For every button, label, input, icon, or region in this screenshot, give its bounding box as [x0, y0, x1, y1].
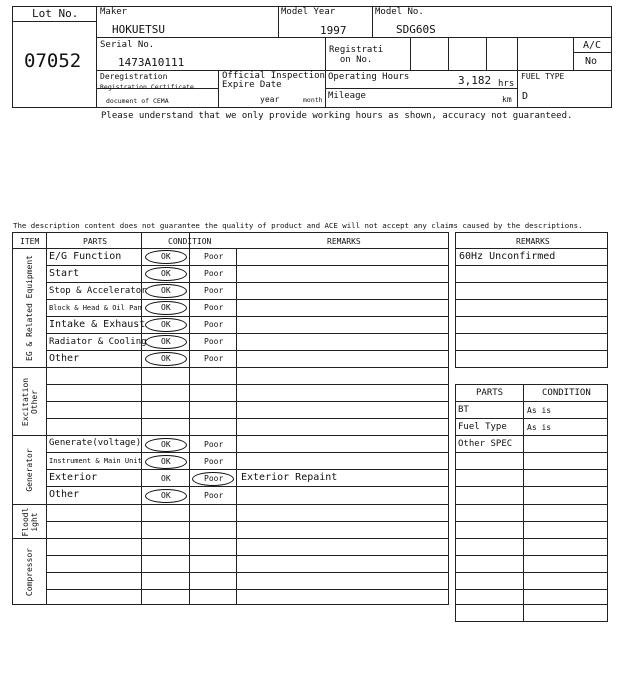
- section-excitation-label: Excitation Other: [20, 377, 39, 426]
- ok-label: OK: [161, 354, 171, 363]
- remark-exterior: Exterior Repaint: [241, 472, 338, 483]
- ok-label: OK: [161, 491, 171, 500]
- part-exterior: Exterior: [49, 472, 98, 483]
- section-generator: [13, 436, 46, 504]
- section-floodlight-label: Floodl ight: [20, 507, 39, 536]
- remarks-header: REMARKS: [327, 237, 361, 246]
- model-year-value: 1997: [320, 24, 347, 37]
- right-part-fuel: Fuel Type: [458, 422, 507, 432]
- operating-hours-value: 3,182: [458, 74, 492, 87]
- part-other-eg: Other: [49, 353, 80, 364]
- part-stop-accelerator: Stop & Accelerator: [49, 286, 147, 296]
- deregistration-label: Deregistration: [100, 72, 168, 81]
- ac-label: A/C: [583, 40, 602, 51]
- mileage-label: Mileage: [328, 91, 366, 101]
- poor-label: Poor: [204, 269, 224, 278]
- section-eg: [13, 249, 46, 367]
- poor-label: Poor: [204, 337, 224, 346]
- lot-label: Lot No.: [32, 7, 79, 20]
- ok-label: OK: [161, 303, 171, 312]
- section-floodlight: [13, 505, 46, 538]
- part-instrument-main: Instrument & Main Unit: [49, 457, 142, 465]
- serial-label: Serial No.: [100, 40, 155, 50]
- poor-label: Poor: [204, 320, 224, 329]
- ok-label: OK: [161, 269, 171, 278]
- ok-label: OK: [161, 286, 171, 295]
- model-no-label: Model No.: [375, 7, 424, 17]
- part-generate-voltage: Generate(voltage): [49, 438, 142, 448]
- ok-label: OK: [161, 474, 171, 483]
- part-eg-function: E/G Function: [49, 251, 122, 262]
- poor-label: Poor: [204, 303, 224, 312]
- model-no-value: SDG60S: [396, 23, 436, 36]
- right-condition-header: CONDITION: [542, 388, 591, 398]
- fuel-type-label: FUEL TYPE: [521, 72, 565, 81]
- right-condition-fuel: As is: [527, 423, 552, 432]
- year-label: year: [260, 95, 280, 104]
- maker-label: Maker: [100, 7, 128, 17]
- lot-number: 07052: [24, 50, 82, 72]
- condition-header: CONDITION: [168, 237, 212, 246]
- poor-label: Poor: [204, 491, 224, 500]
- section-compressor: [13, 539, 46, 604]
- serial-value: 1473A10111: [118, 56, 185, 69]
- section-compressor-label: Compressor: [24, 547, 34, 596]
- hrs-label: hrs: [498, 79, 515, 89]
- ok-label: OK: [161, 337, 171, 346]
- ok-label: OK: [161, 440, 171, 449]
- km-label: km: [502, 95, 512, 104]
- poor-label: Poor: [204, 440, 224, 449]
- right-parts-header: PARTS: [476, 388, 504, 398]
- ok-label: OK: [161, 252, 171, 261]
- right-part-other-spec: Other SPEC: [458, 439, 513, 449]
- ok-label: OK: [161, 320, 171, 329]
- registration-cert-label: Registration Certificate: [100, 83, 194, 91]
- disclaimer-text: The description content does not guarantee the quality of product and ACE will not accept any claims caused by the descriptions.: [13, 221, 583, 230]
- poor-label: Poor: [204, 457, 224, 466]
- section-eg-label: EG & Related Equipment: [24, 255, 34, 361]
- parts-header: PARTS: [83, 237, 108, 246]
- notice-text: Please understand that we only provide working hours as shown, accuracy not guaranteed.: [101, 111, 573, 121]
- cema-label: document of CEMA: [106, 97, 169, 105]
- maker-value: HOKUETSU: [112, 23, 165, 36]
- part-intake-exhaust: Intake & Exhaust: [49, 319, 146, 330]
- section-excitation: [13, 368, 46, 435]
- ac-value: No: [585, 56, 598, 67]
- inspection-label: Official Inspection Expire Date: [222, 71, 325, 90]
- poor-label: Poor: [204, 286, 224, 295]
- part-start: Start: [49, 268, 80, 279]
- registration-label: Registrati on No.: [329, 45, 384, 65]
- model-year-label: Model Year: [281, 7, 336, 17]
- part-block-head: Block & Head & Oil Pan: [49, 304, 142, 312]
- right-condition-bt: As is: [527, 406, 552, 415]
- poor-label: Poor: [204, 474, 224, 483]
- part-other-gen: Other: [49, 489, 80, 500]
- poor-label: Poor: [204, 252, 224, 261]
- part-radiator-cooling: Radiator & Cooling: [49, 337, 147, 347]
- fuel-type-value: D: [522, 91, 529, 102]
- item-header: ITEM: [20, 237, 40, 246]
- month-label: month: [303, 96, 323, 104]
- poor-label: Poor: [204, 354, 224, 363]
- right-remarks-header: REMARKS: [516, 237, 550, 246]
- right-remark-first: 60Hz Unconfirmed: [459, 251, 556, 262]
- section-generator-label: Generator: [24, 448, 34, 492]
- right-part-bt: BT: [458, 405, 469, 415]
- ok-label: OK: [161, 457, 171, 466]
- operating-hours-label: Operating Hours: [328, 72, 410, 82]
